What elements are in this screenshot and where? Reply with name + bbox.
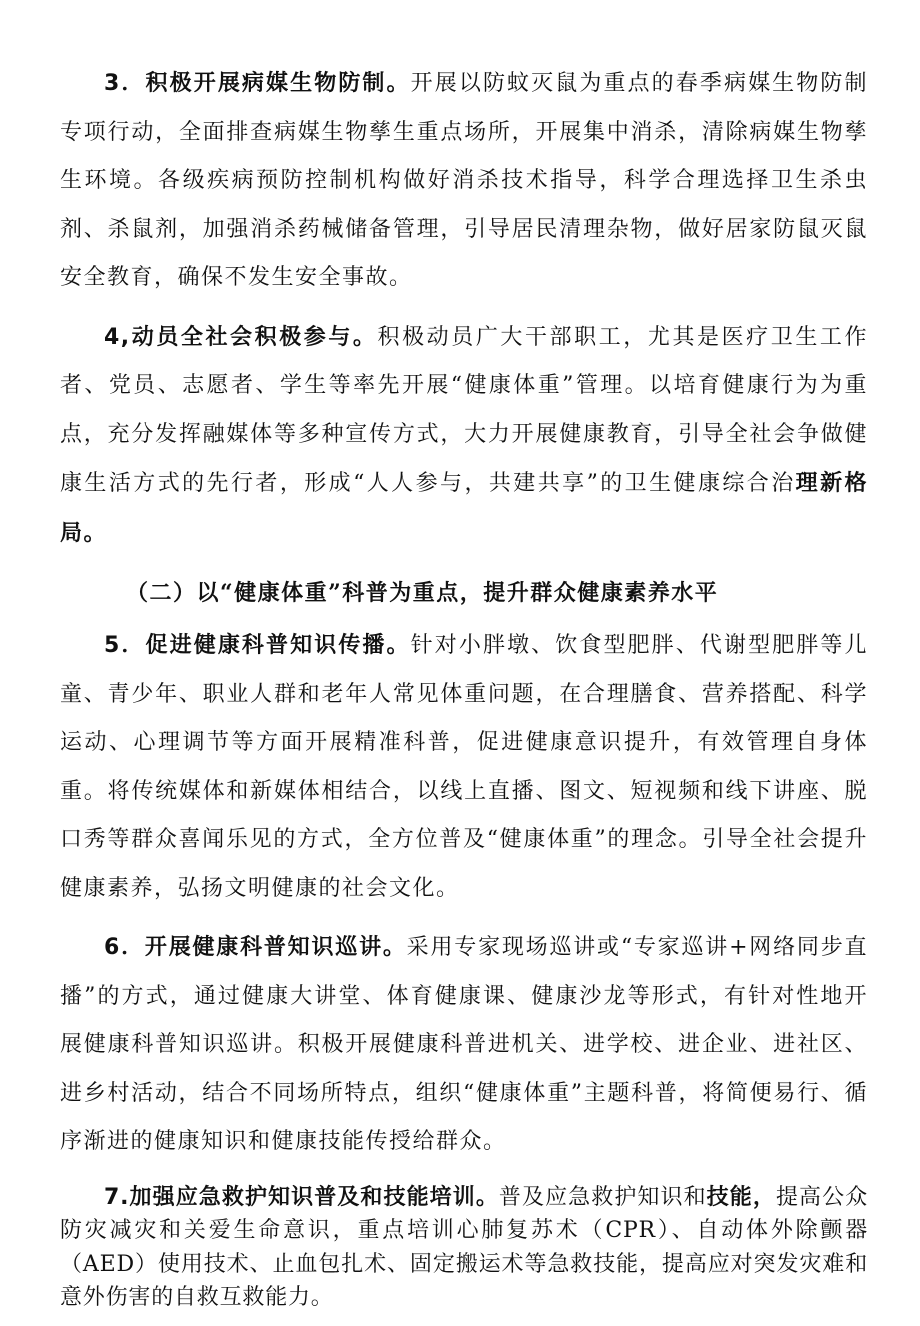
- paragraph-7-lead: 7.加强应急救护知识普及和技能培训。: [104, 1184, 499, 1210]
- paragraph-6-body: 采用专家现场巡讲或“专家巡讲+网络同步直播”的方式，通过健康大讲堂、体育健康课、健康沙龙等形式，有针对性地开展健康科普知识巡讲。积极开展健康科普进机关、进学校、进企业、进社区、进乡村活动，结合不同场所特点，组织“健康体重”主题科普，将简便易行、循序渐进的健康知识和健康技能传授给群众。: [60, 935, 868, 1154]
- paragraph-5: [60, 622, 868, 913]
- section-heading: （二）以“健康体重”科普为重点，提升群众健康素养水平: [126, 580, 719, 606]
- paragraph-7-mid-bold: 技能，: [706, 1183, 776, 1210]
- paragraph-4: [60, 314, 868, 559]
- paragraph-7-body2: 提高公众防灾减灾和关爱生命意识，重点培训心肺复苏术（CPR）、自动体外除颤器（AED）使用技术、止血包扎术、固定搬运术等急救技能，提高应对突发灾难和意外伤害的自救互救能力。: [60, 1184, 868, 1310]
- paragraph-3-lead: 3．积极开展病媒生物防制。: [104, 71, 411, 96]
- document-page: [60, 60, 868, 1326]
- paragraph-7: [60, 1181, 868, 1315]
- paragraph-5-lead: 5．促进健康科普知识传播。: [104, 633, 411, 658]
- paragraph-5-body: 针对小胖墩、饮食型肥胖、代谢型肥胖等儿童、青少年、职业人群和老年人常见体重问题，在合理膳食、营养搭配、科学运动、心理调节等方面开展精准科普，促进健康意识提升，有效管理自身体重。将传统媒体和新媒体相结合，以线上直播、图文、短视频和线下讲座、脱口秀等群众喜闻乐见的方式，全方位普及“健康体重”的理念。引导全社会提升健康素养，弘扬文明健康的社会文化。: [60, 633, 868, 901]
- paragraph-3: [60, 60, 868, 303]
- paragraph-4-tail: 理新格局。: [60, 470, 868, 546]
- paragraph-6: [60, 924, 868, 1167]
- paragraph-4-body: 积极动员广大干部职工，尤其是医疗卫生工作者、党员、志愿者、学生等率先开展“健康体重”管理。以培育健康行为为重点，充分发挥融媒体等多种宣传方式，大力开展健康教育，引导全社会争做健康生活方式的先行者，形成“人人参与，共建共享”的卫生健康综合治: [60, 324, 868, 496]
- paragraph-6-lead: 6．开展健康科普知识巡讲。: [104, 935, 407, 960]
- paragraph-7-body: 普及应急救护知识和: [498, 1184, 707, 1210]
- paragraph-3-body: 开展以防蚊灭鼠为重点的春季病媒生物防制专项行动，全面排查病媒生物孳生重点场所，开展集中消杀，清除病媒生物孳生环境。各级疾病预防控制机构做好消杀技术指导，科学合理选择卫生杀虫剂、杀鼠剂，加强消杀药械储备管理，引导居民清理杂物，做好居家防鼠灭鼠安全教育，确保不发生安全事故。: [60, 71, 868, 290]
- paragraph-4-lead: 4,动员全社会积极参与。: [104, 324, 378, 350]
